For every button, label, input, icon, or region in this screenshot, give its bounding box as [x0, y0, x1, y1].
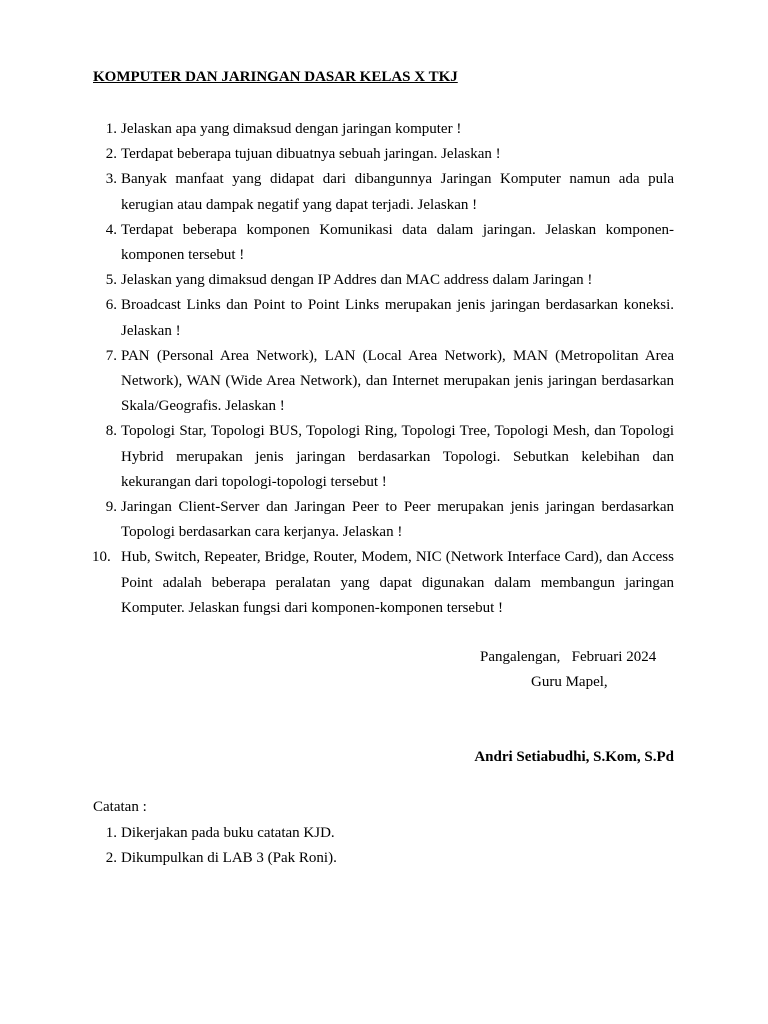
question-text: Terdapat beberapa tujuan dibuatnya sebuah jaringan. Jelaskan !: [121, 146, 501, 163]
question-number: 10.: [92, 549, 111, 566]
question-text: Jelaskan yang dimaksud dengan IP Addres dan MAC address dalam Jaringan !: [121, 272, 593, 289]
question-number: 3.: [105, 171, 117, 188]
question-number: 6.: [105, 297, 117, 314]
question-text: Broadcast Links dan Point to Point Links merupakan jenis jaringan berdasarkan koneksi. Jelaskan !: [121, 297, 674, 339]
question-item-8: [93, 419, 674, 495]
signature-name: Andri Setiabudhi, S.Kom, S.Pd: [474, 749, 674, 765]
question-number: 5.: [105, 272, 117, 289]
note-text: Dikumpulkan di LAB 3 (Pak Roni).: [121, 850, 337, 866]
signature-role: Guru Mapel,: [531, 674, 608, 690]
question-item-9: [93, 495, 674, 545]
question-item-3: [93, 167, 674, 217]
question-text: Banyak manfaat yang didapat dari dibangunnya Jaringan Komputer namun ada pula kerugian atau dampak negatif yang dapat terjadi. Jelaskan !: [121, 171, 674, 213]
signature-place-date: Pangalengan, Februari 2024: [480, 649, 657, 665]
question-text: Topologi Star, Topologi BUS, Topologi Ring, Topologi Tree, Topologi Mesh, dan Topologi Hybrid merupakan jenis jaringan berdasarkan Topologi. Sebutkan kelebihan dan kekurangan dari topologi-topologi tersebut !: [121, 423, 674, 490]
document-title: KOMPUTER DAN JARINGAN DASAR KELAS X TKJ: [93, 69, 458, 85]
question-item-5: [93, 268, 674, 293]
note-item-2: [93, 846, 674, 871]
question-number: 2.: [105, 146, 117, 163]
question-text: Jelaskan apa yang dimaksud dengan jaringan komputer !: [121, 121, 462, 137]
question-number: 1.: [105, 121, 117, 137]
question-item-6: [93, 293, 674, 343]
question-number: 8.: [105, 423, 117, 440]
question-text: Hub, Switch, Repeater, Bridge, Router, Modem, NIC (Network Interface Card), dan Access Point adalah beberapa peralatan yang dapat digunakan dalam membangun jaringan Komputer. Jelaskan fungsi dari komponen-komponen tersebut !: [121, 549, 674, 616]
question-number: 4.: [105, 221, 117, 238]
question-number: 9.: [105, 499, 117, 516]
notes-list: [93, 821, 674, 871]
question-text: Terdapat beberapa komponen Komunikasi data dalam jaringan. Jelaskan komponen-komponen tersebut !: [121, 221, 674, 264]
question-item-7: [93, 344, 674, 420]
notes-label: Catatan :: [93, 799, 147, 815]
question-item-2: [93, 142, 674, 167]
question-number: 7.: [105, 347, 117, 364]
question-item-10: [93, 545, 674, 621]
question-list: [93, 117, 674, 621]
note-number: 2.: [105, 850, 117, 866]
note-number: 1.: [105, 825, 117, 841]
note-item-1: [93, 821, 674, 846]
question-item-1: [93, 117, 674, 142]
question-item-4: [93, 218, 674, 268]
note-text: Dikerjakan pada buku catatan KJD.: [121, 825, 335, 841]
question-text: Jaringan Client-Server dan Jaringan Peer to Peer merupakan jenis jaringan berdasarkan Topologi berdasarkan cara kerjanya. Jelaskan !: [121, 499, 674, 541]
question-text: PAN (Personal Area Network), LAN (Local Area Network), MAN (Metropolitan Area Network), WAN (Wide Area Network), dan Internet merupakan jenis jaringan berdasarkan Skala/Geografis. Jelaskan !: [121, 347, 674, 415]
